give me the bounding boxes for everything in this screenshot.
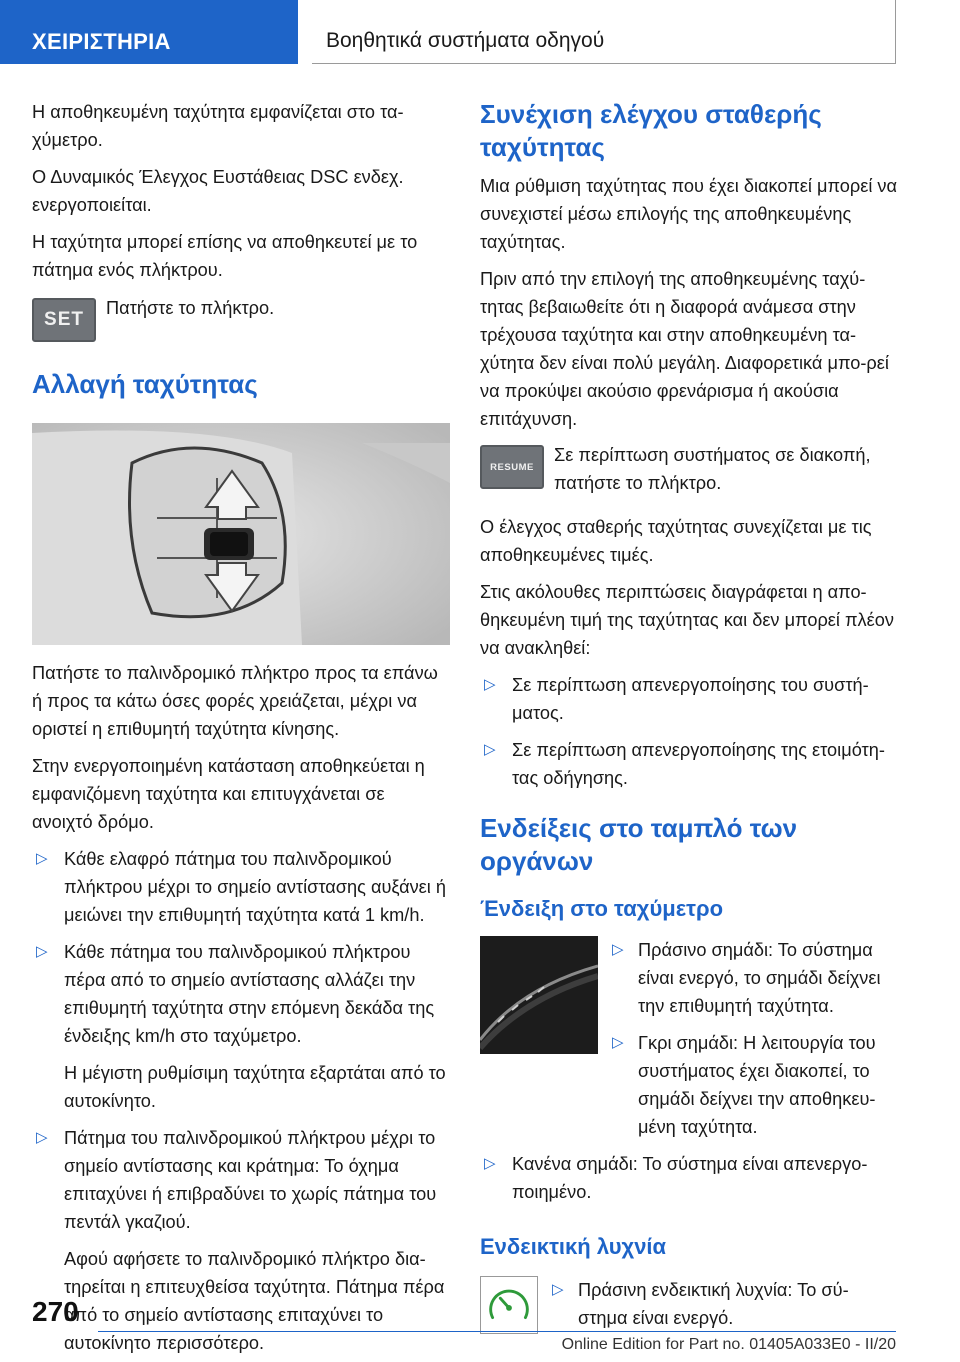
list-item [32, 938, 450, 1115]
list-item-text: Κάθε πάτημα του παλινδρομικού πλήκτρου πέρα από το σημείο αντίστασης αλλάζει την επιθυμητή ταχύτητα στην επόμενη δεκάδα της ένδειξης km/h στο ταχύμετρο. [64, 942, 435, 1046]
list-item [480, 736, 898, 792]
list-item-text: Γκρι σημάδι: Η λειτουργία του συστήματος έχει διακοπεί, το σημάδι δείχνει την αποθηκευ‐μένη ταχύτητα. [638, 1033, 876, 1137]
list-item-subtext: Αφού αφήσετε το παλινδρομικό πλήκτρο δια‐τηρείται η επιτευχθείσα ταχύτητα. Πάτημα πέρα από το σημείο αντίστασης επιταχύνει το αυτοκίνητο περισσότερο. [64, 1249, 445, 1353]
heading-continue-cruise: Συνέχιση ελέγχου σταθερής ταχύτητας [480, 99, 822, 162]
triangle-right-icon: ▷ [36, 943, 48, 960]
right-column [480, 98, 898, 1341]
list-item [608, 1029, 898, 1141]
triangle-right-icon: ▷ [36, 850, 48, 867]
list-item [608, 936, 898, 1020]
resume-instruction-text: Σε περίπτωση συστήματος σε διακοπή, πατήστε το πλήκτρο. [554, 445, 871, 493]
triangle-right-icon: ▷ [612, 941, 624, 958]
steering-wheel-rocker-image [32, 423, 450, 645]
list-item [480, 671, 898, 727]
set-button-icon: SET [32, 298, 96, 342]
set-instruction [32, 298, 450, 342]
list-item-text: Κάθε ελαφρό πάτημα του παλινδρομικού πλήκτρου μέχρι το σημείο αντίστασης αυξάνει ή μειώνει την επιθυμητή ταχύτητα κατά 1 km/h. [64, 849, 446, 925]
resume-instruction [480, 445, 898, 497]
footer-rule [98, 1331, 896, 1332]
speedometer-descriptions [598, 936, 898, 1150]
paragraph: Πριν από την επιλογή της αποθηκευμένης ταχύ‐τητας βεβαιωθείτε ότι η διαφορά ανάμεσα στην τρέχουσα ταχύτητα και στην αποθηκευμένη τα‐χύτητα δεν είναι πολύ μεγάλη. Διαφορετικά μπο‐ρεί να προκύψει ακούσιο φρενάρισμα ή ακούσια επιτάχυνση. [480, 269, 889, 429]
list-item-text: Πράσινη ενδεικτική λυχνία: Το σύ‐στημα είναι ενεργό. [578, 1280, 849, 1328]
paragraph: Ο έλεγχος σταθερής ταχύτητας συνεχίζεται με τις αποθηκευμένες τιμές. [480, 517, 872, 565]
header-section-tab: ΧΕΙΡΙΣΤΗΡΙΑ [0, 0, 298, 64]
page-number: 270 [32, 1296, 79, 1327]
list-item [480, 1150, 898, 1206]
paragraph: Ο Δυναμικός Έλεγχος Ευστάθειας DSC ενδεχ. ενεργοποιείται. [32, 167, 404, 215]
triangle-right-icon: ▷ [484, 741, 496, 758]
triangle-right-icon: ▷ [36, 1129, 48, 1146]
triangle-right-icon: ▷ [552, 1281, 564, 1298]
speedometer-block [480, 936, 898, 1150]
paragraph: Πατήστε το παλινδρομικό πλήκτρο προς τα επάνω ή προς τα κάτω όσες φορές χρειάζεται, μέχρι να οριστεί η επιθυμητή ταχύτητα κίνησης. [32, 663, 438, 739]
paragraph: Στην ενεργοποιημένη κατάσταση αποθηκεύεται η εμφανιζόμενη ταχύτητα και επιτυγχάνεται σε ανοιχτό δρόμο. [32, 756, 425, 832]
paragraph: Η ταχύτητα μπορεί επίσης να αποθηκευτεί με το πάτημα ενός πλήκτρου. [32, 232, 418, 280]
list-item-text: Σε περίπτωση απενεργοποίησης του συστή‐ματος. [512, 675, 869, 723]
heading-indicator-lamp: Ενδεικτική λυχνία [480, 1234, 667, 1259]
list-item [548, 1276, 898, 1332]
left-column [32, 98, 450, 1362]
cruise-control-lamp-icon [480, 1276, 538, 1334]
set-instruction-text: Πατήστε το πλήκτρο. [106, 298, 275, 318]
heading-change-speed: Αλλαγή ταχύτητας [32, 369, 258, 399]
list-item-text: Πράσινο σημάδι: Το σύστημα είναι ενεργό, το σημάδι δείχνει την επιθυμητή ταχύτητα. [638, 940, 881, 1016]
footer-edition: Online Edition for Part no. 01405A033E0 - II/20 [561, 1336, 896, 1353]
heading-speedometer: Ένδειξη στο ταχύμετρο [480, 896, 724, 921]
paragraph: Η αποθηκευμένη ταχύτητα εμφανίζεται στο τα‐χύμετρο. [32, 102, 404, 150]
paragraph: Στις ακόλουθες περιπτώσεις διαγράφεται η απο‐θηκευμένη τιμή της ταχύτητας και δεν μπορεί πλέον να ανακληθεί: [480, 582, 894, 658]
list-item [32, 845, 450, 929]
triangle-right-icon: ▷ [612, 1034, 624, 1051]
triangle-right-icon: ▷ [484, 676, 496, 693]
heading-instrument-displays: Ενδείξεις στο ταμπλό των οργάνων [480, 813, 798, 876]
list-item-text: Πάτημα του παλινδρομικού πλήκτρου μέχρι το σημείο αντίστασης και κράτημα: Το όχημα επιταχύνει ή επιβραδύνει το χωρίς πάτημα του πεντάλ γκαζιού. [64, 1128, 437, 1232]
header-chapter-title: Βοηθητικά συστήματα οδηγού [312, 0, 896, 64]
speedometer-mark-image [480, 936, 598, 1054]
paragraph: Μια ρύθμιση ταχύτητας που έχει διακοπεί μπορεί να συνεχιστεί μέσω επιλογής της αποθηκευμένης ταχύτητας. [480, 176, 898, 252]
list-item-text: Σε περίπτωση απενεργοποίησης της ετοιμότη‐τας οδήγησης. [512, 740, 885, 788]
resume-button-icon: RESUME [480, 445, 544, 489]
triangle-right-icon: ▷ [484, 1155, 496, 1172]
list-item-subtext: Η μέγιστη ρυθμίσιμη ταχύτητα εξαρτάται από το αυτοκίνητο. [64, 1063, 446, 1111]
list-item [32, 1124, 450, 1357]
list-item-text: Κανένα σημάδι: Το σύστημα είναι απενεργο‐ποιημένο. [512, 1154, 868, 1202]
